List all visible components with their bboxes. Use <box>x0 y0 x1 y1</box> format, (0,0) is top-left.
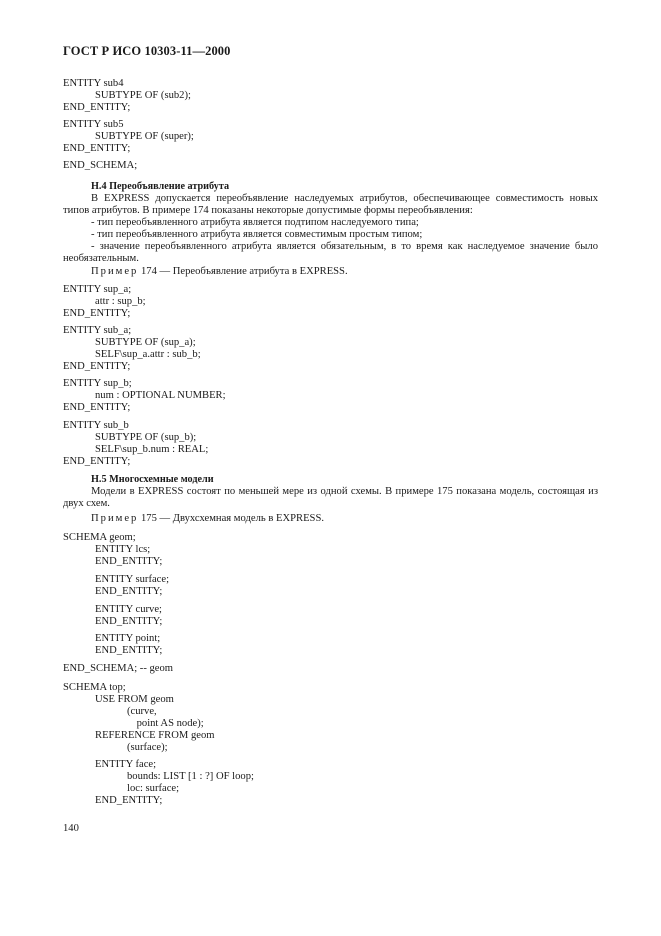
code-line: point AS node); <box>136 718 204 729</box>
code-line: END_SCHEMA; <box>63 160 138 171</box>
code-line: END_ENTITY; <box>63 308 131 319</box>
code-line: SUBTYPE OF (sub2); <box>95 90 191 101</box>
code-line: END_ENTITY; <box>95 556 163 567</box>
code-line: ENTITY curve; <box>95 604 162 615</box>
code-line: END_ENTITY; <box>63 361 131 372</box>
code-line: END_ENTITY; <box>63 143 131 154</box>
code-line: (surface); <box>127 742 168 753</box>
section-h5-paragraph: Модели в EXPRESS состоят по меньшей мере из одной схемы. В примере 175 показана модель, состоящая из двух схем. <box>63 486 598 509</box>
example-caption-174 <box>91 266 348 278</box>
code-line: ENTITY sub5 <box>63 119 124 130</box>
code-line: ENTITY sub_a; <box>63 325 132 336</box>
code-line: END_ENTITY; <box>95 795 163 806</box>
document-header: ГОСТ Р ИСО 10303-11—2000 <box>63 44 231 58</box>
code-line: attr : sup_b; <box>95 296 146 307</box>
code-line: ENTITY sub_b <box>63 420 129 431</box>
code-line: num : OPTIONAL NUMBER; <box>95 390 226 401</box>
code-line: SELF\sup_a.attr : sub_b; <box>95 349 201 360</box>
code-line: loc: surface; <box>127 783 180 794</box>
code-line: END_ENTITY; <box>95 645 163 656</box>
code-line: SUBTYPE OF (sup_b); <box>95 432 197 443</box>
section-h4-paragraph: В EXPRESS допускается переобъявление наследуемых атрибутов, обеспечивающее совместимость новых типов атрибутов. В примере 174 показаны некоторые допустимые формы переобъявления: <box>63 193 598 216</box>
code-line: ENTITY sub4 <box>63 78 124 89</box>
code-line: END_SCHEMA; -- geom <box>63 663 174 674</box>
code-line: END_ENTITY; <box>63 102 131 113</box>
code-line: END_ENTITY; <box>63 402 131 413</box>
code-line: REFERENCE FROM geom <box>95 730 215 741</box>
code-line: SELF\sup_b.num : REAL; <box>95 444 209 455</box>
section-title-h4: H.4 Переобъявление атрибута <box>91 181 230 192</box>
example-caption-text: 174 — Переобъявление атрибута в EXPRESS. <box>138 266 348 277</box>
code-line: SCHEMA top; <box>63 682 126 693</box>
bullet-item: - тип переобъявленного атрибута является совместимым простым типом; <box>91 229 423 240</box>
code-line: USE FROM geom <box>95 694 174 705</box>
example-label: Пример <box>91 513 139 524</box>
example-caption-text: 175 — Двухсхемная модель в EXPRESS. <box>138 513 324 524</box>
code-line: (curve, <box>127 706 157 717</box>
code-line: ENTITY sup_a; <box>63 284 132 295</box>
code-line: END_ENTITY; <box>95 586 163 597</box>
code-line: ENTITY lcs; <box>95 544 151 555</box>
page-number: 140 <box>63 823 79 834</box>
section-title-h5: H.5 Многосхемные модели <box>91 474 214 485</box>
code-line: ENTITY sup_b; <box>63 378 132 389</box>
code-line: SUBTYPE OF (sup_a); <box>95 337 196 348</box>
code-line: bounds: LIST [1 : ?] OF loop; <box>127 771 254 782</box>
example-label: Пример <box>91 266 139 277</box>
code-line: ENTITY face; <box>95 759 157 770</box>
code-line: END_ENTITY; <box>63 456 131 467</box>
code-line: ENTITY point; <box>95 633 161 644</box>
code-line: ENTITY surface; <box>95 574 170 585</box>
code-line: SCHEMA geom; <box>63 532 136 543</box>
code-line: END_ENTITY; <box>95 616 163 627</box>
example-caption-175 <box>91 513 324 525</box>
bullet-item: - значение переобъявленного атрибута является обязательным, в то время как наследуемое значение было необязательным. <box>63 241 598 264</box>
bullet-item: - тип переобъявленного атрибута является подтипом наследуемого типа; <box>91 217 419 228</box>
code-line: SUBTYPE OF (super); <box>95 131 194 142</box>
